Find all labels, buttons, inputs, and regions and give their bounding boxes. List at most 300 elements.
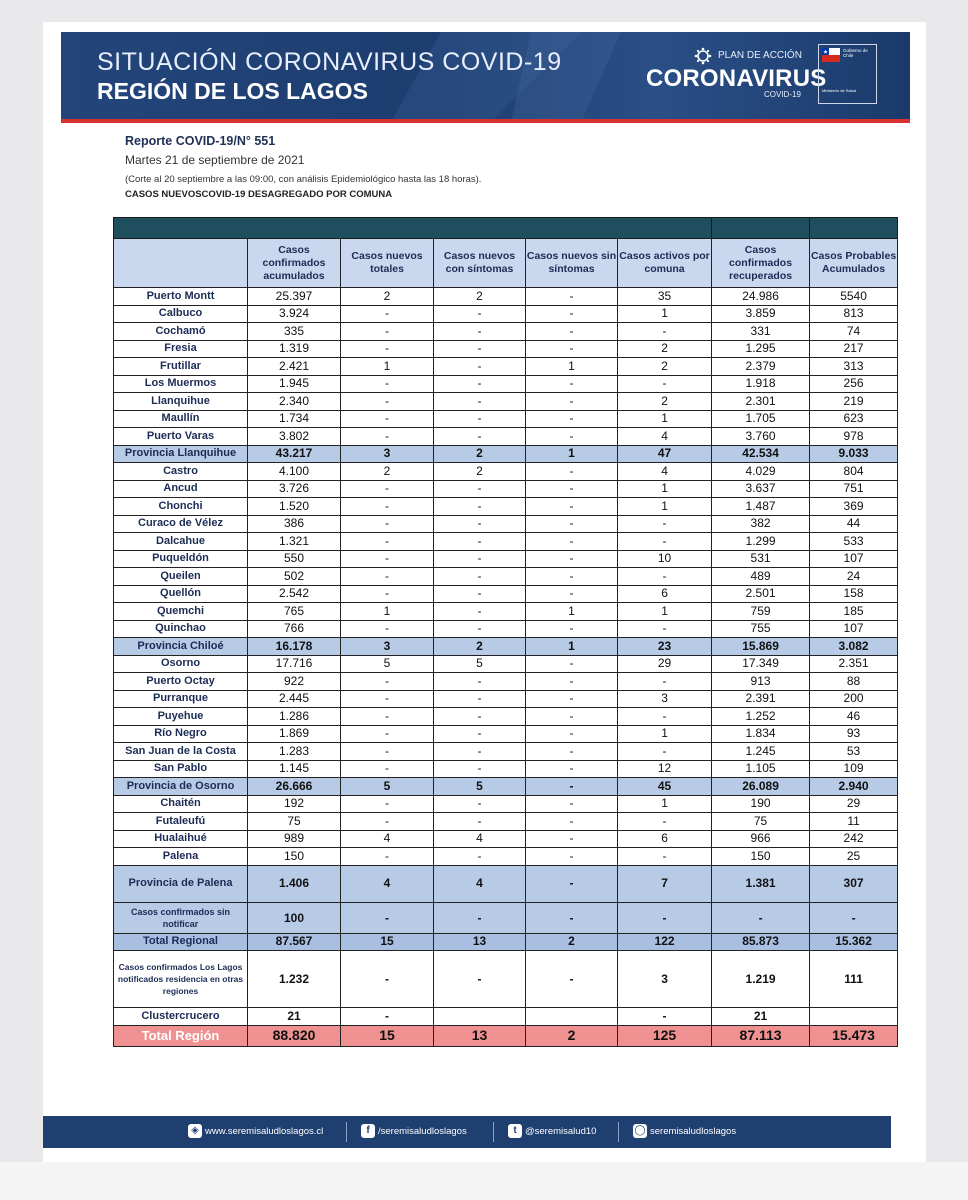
table-row [114,358,898,376]
cell-value: - [618,708,712,726]
cell-value: 15 [341,933,434,951]
cell-value: - [526,393,618,411]
cell-value: - [526,725,618,743]
table-row [114,445,898,463]
row-label: Llanquihue [114,393,248,411]
plan-accion-logo [646,46,827,106]
table-row [114,603,898,621]
row-label: Osorno [114,655,248,673]
cell-value [526,1008,618,1026]
row-label: Calbuco [114,305,248,323]
gov-name: Gobierno de Chile [843,48,868,58]
cell-value: 24.986 [712,288,810,306]
cell-value: 502 [248,568,341,586]
report-sheet [43,22,926,1162]
bottom-strip [0,1162,968,1200]
cell-value: 45 [618,778,712,796]
cell-value: 85.873 [712,933,810,951]
cell-value: - [526,463,618,481]
row-label: Total Regional [114,933,248,951]
cell-value: 489 [712,568,810,586]
col-header: Casos Probables Acumulados [810,239,898,288]
table-row [114,865,898,902]
row-label: Cochamó [114,323,248,341]
table-row [114,725,898,743]
cell-value: 2.940 [810,778,898,796]
cell-value: 100 [248,902,341,933]
cell-value: - [526,428,618,446]
cell-value: - [526,550,618,568]
row-label: Casos confirmados sin notificar [114,902,248,933]
cell-value: - [526,690,618,708]
table-row [114,288,898,306]
cell-value: 3 [341,445,434,463]
twitter-label: @seremisalud10 [525,1126,597,1137]
cell-value: 1.705 [712,410,810,428]
cell-value: - [434,690,526,708]
cell-value: 122 [618,933,712,951]
cell-value: 75 [248,813,341,831]
cell-value: 2 [434,638,526,656]
row-label: Dalcahue [114,533,248,551]
cell-value: - [526,480,618,498]
cell-value: 2.379 [712,358,810,376]
cell-value [434,1008,526,1026]
row-label: Quemchi [114,603,248,621]
cell-value: - [341,515,434,533]
cell-value: 382 [712,515,810,533]
cell-value: - [341,620,434,638]
cell-value: - [526,951,618,1008]
cell-value: 4 [434,865,526,902]
cell-value: 550 [248,550,341,568]
cell-value: 1 [526,638,618,656]
cell-value: 913 [712,673,810,691]
cell-value: - [341,375,434,393]
cell-value: - [434,340,526,358]
cell-value: - [341,743,434,761]
row-label: San Juan de la Costa [114,743,248,761]
table-row [114,533,898,551]
row-label: Provincia Llanquihue [114,445,248,463]
cell-value: 1.406 [248,865,341,902]
cell-value: 755 [712,620,810,638]
cell-value: - [341,550,434,568]
cell-value: 3.802 [248,428,341,446]
footer-instagram[interactable] [633,1124,736,1140]
cell-value: 2.445 [248,690,341,708]
table-row [114,480,898,498]
cell-value: - [526,568,618,586]
table-row [114,795,898,813]
row-label: Palena [114,848,248,866]
cell-value: 23 [618,638,712,656]
cell-value: 15 [341,1025,434,1046]
cell-value: - [434,585,526,603]
footer-facebook[interactable] [361,1124,467,1140]
cell-value: 1.145 [248,760,341,778]
cell-value: 15.869 [712,638,810,656]
cell-value: 2.501 [712,585,810,603]
cell-value: - [434,550,526,568]
cell-value: - [434,673,526,691]
cell-value: 107 [810,550,898,568]
cell-value: 2 [341,288,434,306]
report-note: (Corte al 20 septiembre a las 09:00, con análisis Epidemiológico hasta las 18 horas). [125,174,482,185]
cell-value: 17.716 [248,655,341,673]
footer-website[interactable] [188,1124,323,1140]
footer-twitter[interactable] [508,1124,596,1140]
cell-value: - [341,708,434,726]
cell-value: 989 [248,830,341,848]
cell-value: - [434,725,526,743]
cell-value: - [434,743,526,761]
cell-value: - [526,288,618,306]
cell-value: - [526,655,618,673]
cell-value: 5 [341,655,434,673]
cell-value: 13 [434,933,526,951]
cell-value: 26.089 [712,778,810,796]
cell-value: - [341,951,434,1008]
table-row [114,463,898,481]
cell-value: - [434,951,526,1008]
cell-value: - [434,568,526,586]
footer-divider [346,1122,347,1142]
cell-value: 2.421 [248,358,341,376]
cell-value: 3.726 [248,480,341,498]
cell-value: 190 [712,795,810,813]
cell-value: 1 [618,795,712,813]
cell-value: - [526,498,618,516]
footer-bar [43,1116,891,1148]
table-row [114,673,898,691]
cell-value: 24 [810,568,898,586]
gov-ministry: Ministerio de Salud [822,88,857,93]
cell-value: 217 [810,340,898,358]
cell-value: - [341,410,434,428]
cell-value: 2.301 [712,393,810,411]
cell-value: - [712,902,810,933]
cell-value: - [341,1008,434,1026]
cell-value: - [434,498,526,516]
table-row [114,778,898,796]
cell-value: 1.918 [712,375,810,393]
cell-value: 93 [810,725,898,743]
cell-value: 2 [434,445,526,463]
cell-value: 42.534 [712,445,810,463]
cell-value: - [526,848,618,866]
cell-value: 2.391 [712,690,810,708]
row-label: San Pablo [114,760,248,778]
cell-value: 242 [810,830,898,848]
cell-value: - [810,902,898,933]
table-row [114,813,898,831]
cell-value: 6 [618,585,712,603]
table-row [114,550,898,568]
cell-value: 87.567 [248,933,341,951]
cell-value: - [618,620,712,638]
cell-value: 1.283 [248,743,341,761]
cell-value: - [618,813,712,831]
facebook-icon: f [361,1124,375,1138]
table-row [114,902,898,933]
cell-value: 10 [618,550,712,568]
cell-value: - [434,813,526,831]
cell-value: 4 [341,830,434,848]
cell-value: 26.666 [248,778,341,796]
row-label: Frutillar [114,358,248,376]
cell-value: 29 [810,795,898,813]
table-row [114,393,898,411]
cell-value: 1.219 [712,951,810,1008]
table-row [114,305,898,323]
cell-value: 2 [341,463,434,481]
cell-value: - [526,515,618,533]
cell-value: 2 [526,933,618,951]
cell-value: - [341,305,434,323]
cell-value: 1.520 [248,498,341,516]
cell-value: 47 [618,445,712,463]
cell-value: 25 [810,848,898,866]
cell-value: 3 [341,638,434,656]
cell-value: 2 [618,340,712,358]
table-row [114,708,898,726]
cell-value: - [618,533,712,551]
cell-value: 75 [712,813,810,831]
cell-value: 1.487 [712,498,810,516]
cell-value: 2.351 [810,655,898,673]
cell-value: 2 [618,358,712,376]
cell-value: 5 [434,655,526,673]
row-label: Chonchi [114,498,248,516]
row-label: Puerto Montt [114,288,248,306]
cell-value: - [434,708,526,726]
cell-value: 125 [618,1025,712,1046]
table-row [114,1025,898,1046]
cell-value: - [434,375,526,393]
cell-value: 2.542 [248,585,341,603]
cell-value: - [526,673,618,691]
cell-value: 21 [712,1008,810,1026]
cell-value: - [526,902,618,933]
cell-value: - [341,340,434,358]
cell-value: 1 [618,603,712,621]
cell-value: - [526,708,618,726]
row-label: Río Negro [114,725,248,743]
row-label: Casos confirmados Los Lagos notificados residencia en otras regiones [114,951,248,1008]
row-label: Los Muermos [114,375,248,393]
cell-value: - [434,358,526,376]
cell-value: - [341,498,434,516]
cell-value: 335 [248,323,341,341]
cell-value: - [434,410,526,428]
cell-value: 1.252 [712,708,810,726]
cell-value: - [618,515,712,533]
row-label: Provincia de Osorno [114,778,248,796]
cell-value: 4 [618,463,712,481]
banner-region: REGIÓN DE LOS LAGOS [97,78,368,104]
row-label: Puerto Octay [114,673,248,691]
header-blank [114,239,248,288]
cell-value: 978 [810,428,898,446]
cell-value: 25.397 [248,288,341,306]
cell-value: 17.349 [712,655,810,673]
cell-value: 88 [810,673,898,691]
row-label: Clustercrucero [114,1008,248,1026]
cell-value: 15.362 [810,933,898,951]
row-label: Quinchao [114,620,248,638]
col-header: Casos nuevos totales [341,239,434,288]
cell-value: 3.082 [810,638,898,656]
row-label: Purranque [114,690,248,708]
cell-value: 43.217 [248,445,341,463]
chile-flag-icon [822,48,840,62]
cell-value: - [526,410,618,428]
cell-value: 1.834 [712,725,810,743]
cell-value: 1.945 [248,375,341,393]
cell-value: - [341,323,434,341]
cell-value: 3.637 [712,480,810,498]
cell-value: 256 [810,375,898,393]
table-row [114,830,898,848]
cell-value: 12 [618,760,712,778]
cell-value: 804 [810,463,898,481]
row-label: Queilen [114,568,248,586]
table-row [114,1008,898,1026]
footer-divider [618,1122,619,1142]
cell-value: 1.286 [248,708,341,726]
cell-value: 107 [810,620,898,638]
row-label: Puerto Varas [114,428,248,446]
cell-value: 1 [526,445,618,463]
cell-value: 88.820 [248,1025,341,1046]
cell-value: - [526,760,618,778]
cell-value: - [341,902,434,933]
report-date: Martes 21 de septiembre de 2021 [125,153,305,167]
cell-value: 219 [810,393,898,411]
cell-value: - [341,848,434,866]
cell-value: - [618,568,712,586]
cell-value: 331 [712,323,810,341]
cell-value: - [526,305,618,323]
cell-value: 1.299 [712,533,810,551]
cell-value: 109 [810,760,898,778]
table-row [114,743,898,761]
cell-value: 3 [618,690,712,708]
cell-value: - [341,568,434,586]
table-row [114,375,898,393]
cell-value: - [618,902,712,933]
cell-value: 1.319 [248,340,341,358]
row-label: Puyehue [114,708,248,726]
plan-sub: COVID-19 [764,90,801,99]
row-label: Total Región [114,1025,248,1046]
col-header: Casos activos por comuna [618,239,712,288]
cell-value: 44 [810,515,898,533]
cell-value: 13 [434,1025,526,1046]
cell-value: 1 [341,603,434,621]
cases-table [113,217,898,1047]
cell-value: - [434,603,526,621]
cell-value: 15.473 [810,1025,898,1046]
plan-brand: CORONAVIRUS [646,65,827,92]
cell-value: 9.033 [810,445,898,463]
cell-value: 200 [810,690,898,708]
cell-value: 2.340 [248,393,341,411]
table-row [114,323,898,341]
cell-value: 1.245 [712,743,810,761]
table-row [114,655,898,673]
cell-value: 53 [810,743,898,761]
cell-value: 150 [712,848,810,866]
table-row [114,410,898,428]
cell-value [810,1008,898,1026]
cell-value: 1 [618,480,712,498]
cell-value: 4.029 [712,463,810,481]
table-row [114,951,898,1008]
cell-value: 4 [341,865,434,902]
cell-value: 1 [618,725,712,743]
table-row [114,498,898,516]
cell-value: 35 [618,288,712,306]
cell-value: 2 [526,1025,618,1046]
cell-value: 1.734 [248,410,341,428]
cell-value: - [341,760,434,778]
row-label: Curaco de Vélez [114,515,248,533]
cell-value: - [434,305,526,323]
cell-value: - [526,340,618,358]
cell-value: - [434,902,526,933]
cell-value: 313 [810,358,898,376]
cell-value: 4.100 [248,463,341,481]
report-title: Reporte COVID-19/N° 551 [125,134,276,148]
cell-value: - [526,743,618,761]
cell-value: - [341,393,434,411]
cell-value: 531 [712,550,810,568]
footer-divider [493,1122,494,1142]
table-top-band [114,218,898,239]
cell-value: - [341,725,434,743]
cell-value: - [341,673,434,691]
website-label: www.seremisaludloslagos.cl [205,1126,324,1137]
cell-value: 766 [248,620,341,638]
cell-value: 185 [810,603,898,621]
cell-value: - [618,848,712,866]
cell-value: 5540 [810,288,898,306]
cell-value: - [618,1008,712,1026]
cell-value: - [526,323,618,341]
row-label: Provincia Chiloé [114,638,248,656]
cell-value: - [526,813,618,831]
cell-value: 29 [618,655,712,673]
banner-red-line [61,119,910,123]
cell-value: 87.113 [712,1025,810,1046]
cell-value: 46 [810,708,898,726]
cell-value: 623 [810,410,898,428]
cell-value: 1 [618,498,712,516]
cell-value: 3.760 [712,428,810,446]
cell-value: - [434,795,526,813]
facebook-label: /seremisaludloslagos [378,1126,467,1137]
cell-value: 7 [618,865,712,902]
twitter-icon: t [508,1124,522,1138]
virus-icon [693,47,713,65]
instagram-label: seremisaludloslagos [650,1126,737,1137]
report-info [125,134,481,200]
cell-value: - [341,533,434,551]
cell-value: - [618,375,712,393]
row-label: Quellón [114,585,248,603]
